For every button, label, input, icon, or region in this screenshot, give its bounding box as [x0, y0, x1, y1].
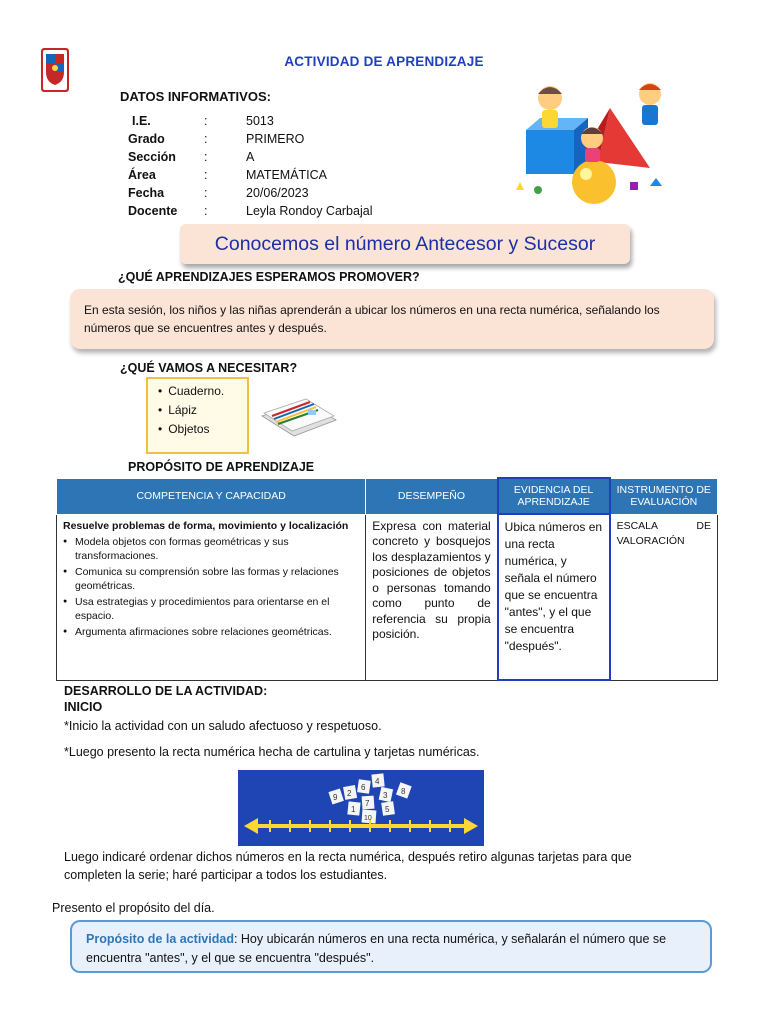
- info-label: Sección: [128, 150, 176, 164]
- table-header: DESEMPEÑO: [366, 478, 498, 514]
- info-row-ie: [128, 114, 488, 132]
- info-value: A: [246, 150, 255, 164]
- proposito-actividad-text: : Hoy ubicarán números en una recta numérica, y señalarán el número que se encuentra "antes", y el que se encuentra "después".: [86, 932, 667, 965]
- table-header: INSTRUMENTO DE EVALUACIÓN: [610, 478, 718, 514]
- info-row-grado: [128, 132, 488, 150]
- table-row: [57, 514, 718, 680]
- info-sep: :: [204, 204, 208, 218]
- info-sep: :: [204, 132, 208, 146]
- info-label: Fecha: [128, 186, 165, 200]
- info-label: I.E.: [132, 114, 151, 128]
- info-label: Docente: [128, 204, 178, 218]
- number-card: 3: [383, 791, 388, 800]
- table-header: COMPETENCIA Y CAPACIDAD: [57, 478, 366, 514]
- number-card: 4: [375, 777, 380, 786]
- info-value: MATEMÁTICA: [246, 168, 328, 182]
- number-card: 5: [385, 805, 390, 814]
- competency-table: [56, 477, 718, 681]
- paragraph: *Inicio la actividad con un saludo afectuoso y respetuoso.: [64, 719, 382, 733]
- number-card: 7: [365, 799, 370, 808]
- paragraph: Luego indicaré ordenar dichos números en la recta numérica, después retiro algunas tarjetas para que completen la serie; haré participar a todos los estudiantes.: [64, 850, 632, 882]
- desempeno-cell: Expresa con material concreto y bosquejos los desplazamientos y posiciones de objetos o personas tomando como punto de referencia su propia posición.: [366, 514, 498, 680]
- datos-informativos-heading: DATOS INFORMATIVOS:: [120, 89, 271, 104]
- number-card: 6: [361, 783, 366, 792]
- paragraph: *Luego presento la recta numérica hecha de cartulina y tarjetas numéricas.: [64, 745, 480, 759]
- info-value: 20/06/2023: [246, 186, 309, 200]
- proposito-actividad-label: Propósito de la actividad: [86, 932, 234, 946]
- info-label: Grado: [128, 132, 165, 146]
- number-card: 10: [364, 815, 372, 822]
- capacidad-item: ● Argumenta afirmaciones sobre relaciones geométricas.: [63, 625, 359, 640]
- materials-item: • Cuaderno.: [158, 384, 247, 403]
- capacidad-item: ● Comunica su comprensión sobre las formas y relaciones geométricas.: [63, 565, 359, 594]
- capacidad-item: ● Modela objetos con formas geométricas y sus transformaciones.: [63, 535, 359, 564]
- paragraph: Presento el propósito del día.: [52, 901, 215, 915]
- number-line-photo: [238, 770, 484, 846]
- proposito-heading: PROPÓSITO DE APRENDIZAJE: [128, 460, 315, 474]
- promover-box: En esta sesión, los niños y las niñas aprenderán a ubicar los números en una recta numérica, señalando los números que se encuentres antes y después.: [70, 289, 714, 349]
- instrumento-cell: ESCALA DE VALORACIÓN: [610, 514, 718, 680]
- desarrollo-heading: DESARROLLO DE LA ACTIVIDAD:: [64, 684, 268, 698]
- materials-item: • Lápiz: [158, 403, 247, 422]
- info-label: Área: [128, 168, 156, 182]
- info-value: Leyla Rondoy Carbajal: [246, 204, 373, 218]
- info-row-area: [128, 168, 488, 186]
- page-title: ACTIVIDAD DE APRENDIZAJE: [284, 54, 484, 69]
- competencia-cell: [57, 514, 366, 680]
- proposito-actividad-box: [70, 920, 712, 973]
- promover-heading: ¿QUÉ APRENDIZAJES ESPERAMOS PROMOVER?: [118, 270, 420, 284]
- number-card: 1: [351, 805, 356, 814]
- info-row-seccion: [128, 150, 488, 168]
- topic-banner: Conocemos el número Antecesor y Sucesor: [180, 224, 630, 264]
- info-value: 5013: [246, 114, 274, 128]
- materials-list: [146, 377, 249, 454]
- info-row-fecha: [128, 186, 488, 204]
- competencia-title: Resuelve problemas de forma, movimiento y localización: [63, 519, 349, 532]
- capacidades-list: [63, 535, 359, 640]
- materials-item: • Objetos: [158, 422, 247, 441]
- info-sep: :: [204, 168, 208, 182]
- table-header-row: [57, 478, 718, 514]
- inicio-heading: INICIO: [64, 700, 103, 714]
- number-card: 9: [333, 793, 338, 802]
- capacidad-item: ● Usa estrategias y procedimientos para orientarse en el espacio.: [63, 595, 359, 624]
- number-card: 2: [347, 789, 352, 798]
- notebook-pencils-illustration: [258, 386, 338, 438]
- number-card: 8: [401, 787, 406, 796]
- necesitar-heading: ¿QUÉ VAMOS A NECESITAR?: [120, 361, 298, 375]
- info-sep: :: [204, 186, 208, 200]
- kids-geometry-illustration: [510, 78, 670, 204]
- table-header: EVIDENCIA DEL APRENDIZAJE: [498, 478, 610, 514]
- evidencia-cell: Ubica números en una recta numérica, y señala el número que se encuentra "antes", y el que se encuentra "después".: [498, 514, 610, 680]
- info-sep: :: [204, 150, 208, 164]
- info-row-docente: [128, 204, 488, 222]
- info-sep: :: [204, 114, 208, 128]
- info-value: PRIMERO: [246, 132, 305, 146]
